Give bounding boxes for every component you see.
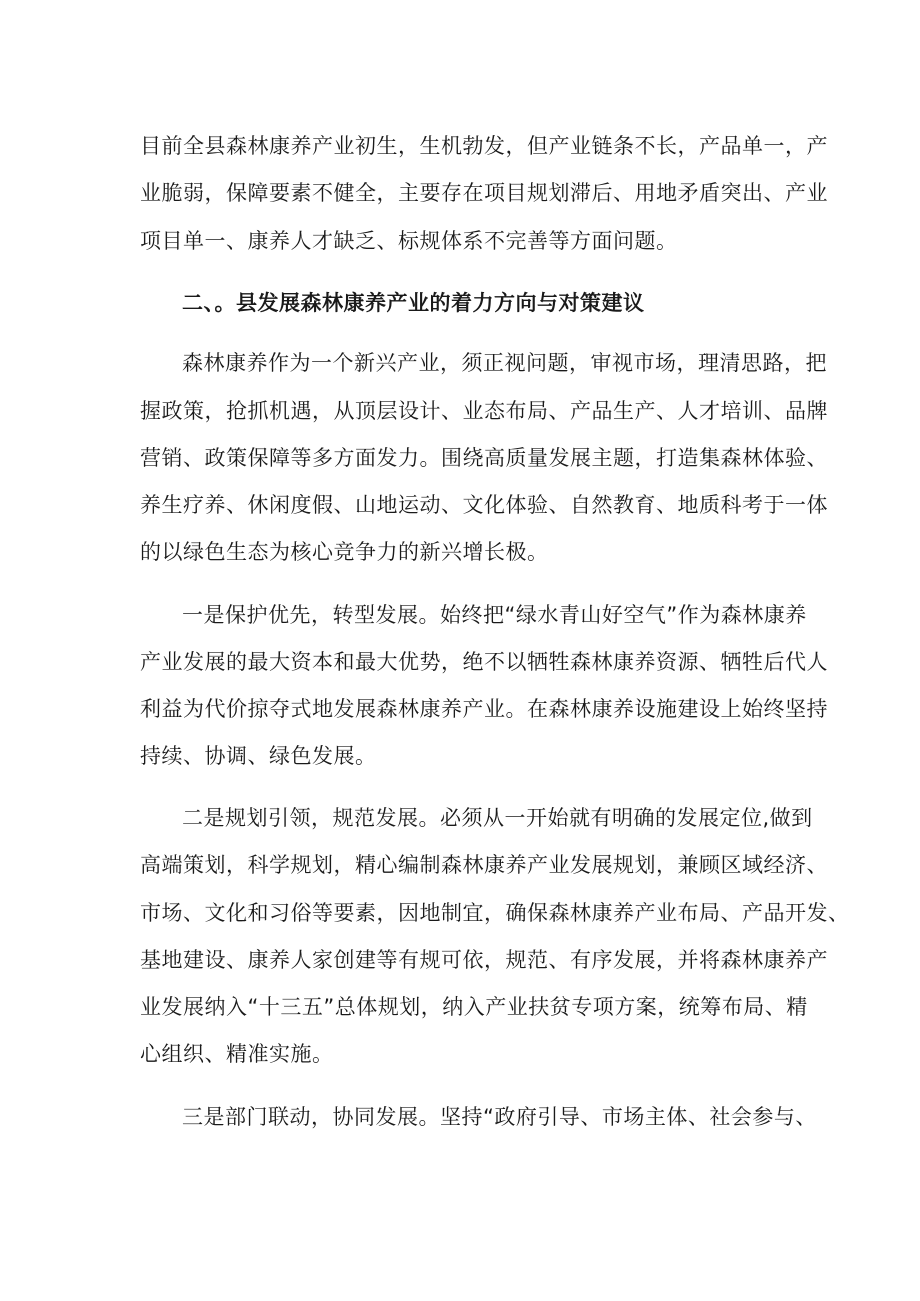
paragraph-1-line: 目前全县森林康养产业初生，生机勃发，但产业链条不长，产品单一，产 <box>140 134 828 158</box>
paragraph-4-line: 市场、文化和习俗等要素，因地制宜，确保森林康养产业布局、产品开发、 <box>140 901 850 925</box>
paragraph-2-line: 营销、政策保障等多方面发力。围绕高质量发展主题，打造集森林体验、 <box>140 446 828 470</box>
paragraph-4-line: 二是规划引领，规范发展。必须从一开始就有明确的发展定位,做到 <box>182 806 813 830</box>
paragraph-3-line: 产业发展的最大资本和最大优势，绝不以牺牲森林康养资源、牺牲后代人 <box>140 650 828 674</box>
section-heading: 二、。县发展森林康养产业的着力方向与对策建议 <box>182 291 645 315</box>
paragraph-3-line: 持续、协调、绿色发展。 <box>140 744 377 768</box>
paragraph-3-line: 一是保护优先，转型发展。始终把“绿水青山好空气”作为森林康养 <box>182 603 807 627</box>
paragraph-1-line: 项目单一、康养人才缺乏、标规体系不完善等方面问题。 <box>140 229 678 253</box>
paragraph-2-line: 的以绿色生态为核心竞争力的新兴增长极。 <box>140 540 549 564</box>
paragraph-4-line: 高端策划，科学规划，精心编制森林康养产业发展规划，兼顾区域经济、 <box>140 853 828 877</box>
paragraph-1-line: 业脆弱，保障要素不健全，主要存在项目规划滞后、用地矛盾突出、产业 <box>140 181 828 205</box>
paragraph-4-line: 心组织、精准实施。 <box>140 1042 334 1066</box>
paragraph-4-line: 业发展纳入“十三五”总体规划，纳入产业扶贫专项方案，统筹布局、精 <box>140 995 808 1019</box>
paragraph-5-line: 三是部门联动，协同发展。坚持“政府引导、市场主体、社会参与、 <box>182 1105 817 1129</box>
paragraph-3-line: 利益为代价掠夺式地发展森林康养产业。在森林康养设施建设上始终坚持 <box>140 697 828 721</box>
paragraph-2-line: 森林康养作为一个新兴产业，须正视问题，审视市场，理清思路，把 <box>182 351 827 375</box>
paragraph-4-line: 基地建设、康养人家创建等有规可依，规范、有序发展，并将森林康养产 <box>140 948 828 972</box>
paragraph-2-line: 握政策，抢抓机遇，从顶层设计、业态布局、产品生产、人才培训、品牌 <box>140 399 828 423</box>
paragraph-2-line: 养生疗养、休闲度假、山地运动、文化体验、自然教育、地质科考于一体 <box>140 493 828 517</box>
